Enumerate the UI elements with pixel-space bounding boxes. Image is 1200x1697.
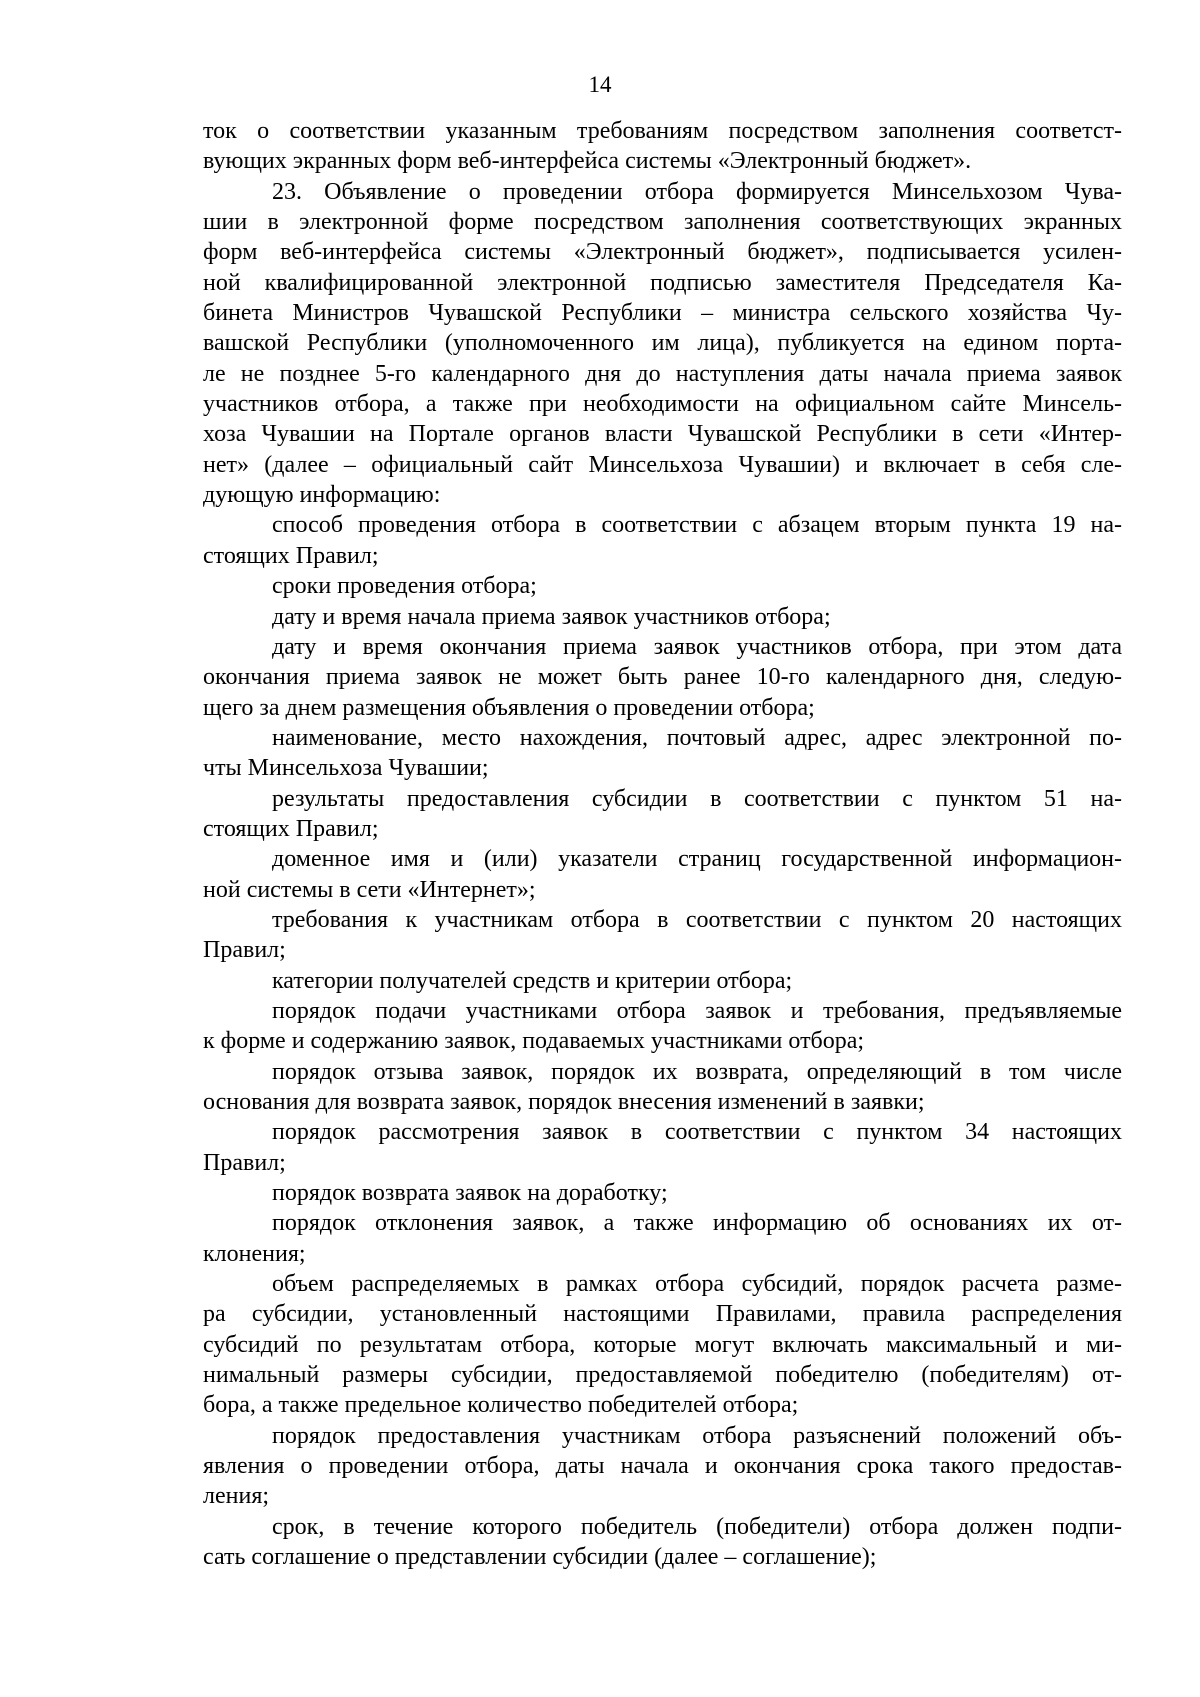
text-line: порядок отзыва заявок, порядок их возврата, определяющий в том числе [272, 1058, 1122, 1085]
text-line: дующую информацию: [203, 482, 441, 509]
text-line: бора, а также предельное количество победителей отбора; [203, 1392, 799, 1419]
text-line: бинета Министров Чувашской Республики – министра сельского хозяйства Чу- [203, 300, 1122, 327]
text-line: результаты предоставления субсидии в соответствии с пунктом 51 на- [272, 785, 1122, 812]
text-line: 23. Объявление о проведении отбора формируется Минсельхозом Чува- [272, 178, 1122, 205]
text-line: требования к участникам отбора в соответствии с пунктом 20 настоящих [272, 906, 1122, 933]
text-line: сать соглашение о представлении субсидии (далее – соглашение); [203, 1544, 877, 1571]
text-line: основания для возврата заявок, порядок внесения изменений в заявки; [203, 1089, 925, 1115]
text-line: наименование, место нахождения, почтовый адрес, адрес электронной по- [272, 724, 1122, 751]
text-line: доменное имя и (или) указатели страниц государственной информацион- [272, 846, 1122, 873]
document-body [203, 116, 1122, 1573]
text-line: ления; [203, 1483, 270, 1510]
text-line: хоза Чувашии на Портале органов власти Чувашской Республики в сети «Интер- [203, 421, 1122, 448]
text-line: порядок отклонения заявок, а также информацию об основаниях их от- [272, 1210, 1122, 1237]
text-line: нет» (далее – официальный сайт Минсельхоза Чувашии) и включает в себя сле- [203, 451, 1122, 478]
text-line: ток о соответствии указанным требованиям посредством заполнения соответст- [203, 118, 1122, 144]
text-line: явления о проведении отбора, даты начала и окончания срока такого предостав- [203, 1453, 1122, 1480]
text-line: порядок подачи участниками отбора заявок и требования, предъявляемые [272, 997, 1122, 1024]
text-line: форм веб-интерфейса системы «Электронный бюджет», подписывается усилен- [203, 239, 1122, 266]
text-line: стоящих Правил; [203, 815, 379, 842]
text-line: нимальный размеры субсидии, предоставляемой победителю (победителям) от- [203, 1362, 1122, 1389]
text-line: Правил; [203, 937, 286, 964]
text-line: порядок предоставления участникам отбора разъяснений положений объ- [272, 1422, 1122, 1449]
text-line: субсидий по результатам отбора, которые могут включать максимальный и ми- [203, 1331, 1122, 1358]
text-line: щего за днем размещения объявления о проведении отбора; [203, 694, 815, 721]
text-line: Правил; [203, 1149, 286, 1176]
text-line: сроки проведения отбора; [272, 573, 537, 600]
text-line: к форме и содержанию заявок, подаваемых участниками отбора; [203, 1028, 865, 1055]
text-line: ра субсидии, установленный настоящими Правилами, правила распределения [203, 1301, 1122, 1328]
text-line: ной системы в сети «Интернет»; [203, 876, 536, 903]
text-line: шии в электронной форме посредством заполнения соответствующих экранных [203, 209, 1122, 236]
text-line: категории получателей средств и критерии отбора; [272, 967, 793, 994]
text-line: вующих экранных форм веб-интерфейса системы «Электронный бюджет». [203, 148, 972, 175]
text-line: срок, в течение которого победитель (победители) отбора должен подпи- [272, 1513, 1122, 1540]
text-line: клонения; [203, 1240, 306, 1267]
text-line: чты Минсельхоза Чувашии; [203, 755, 489, 782]
text-line: дату и время начала приема заявок участников отбора; [272, 603, 831, 630]
text-line: порядок возврата заявок на доработку; [272, 1180, 668, 1207]
text-line: дату и время окончания приема заявок участников отбора, при этом дата [272, 633, 1122, 660]
page-number: 14 [588, 72, 612, 97]
text-line: объем распределяемых в рамках отбора субсидий, порядок расчета разме- [272, 1271, 1122, 1298]
text-line: ной квалифицированной электронной подписью заместителя Председателя Ка- [203, 269, 1122, 296]
text-line: вашской Республики (уполномоченного им лица), публикуется на едином порта- [203, 330, 1122, 357]
text-line: окончания приема заявок не может быть ранее 10-го календарного дня, следую- [203, 664, 1122, 691]
text-line: участников отбора, а также при необходимости на официальном сайте Минсель- [203, 391, 1122, 418]
text-line: ле не позднее 5-го календарного дня до наступления даты начала приема заявок [203, 360, 1122, 387]
text-line: стоящих Правил; [203, 542, 379, 569]
text-line: способ проведения отбора в соответствии с абзацем вторым пункта 19 на- [272, 512, 1122, 539]
text-line: порядок рассмотрения заявок в соответствии с пунктом 34 настоящих [272, 1119, 1122, 1146]
